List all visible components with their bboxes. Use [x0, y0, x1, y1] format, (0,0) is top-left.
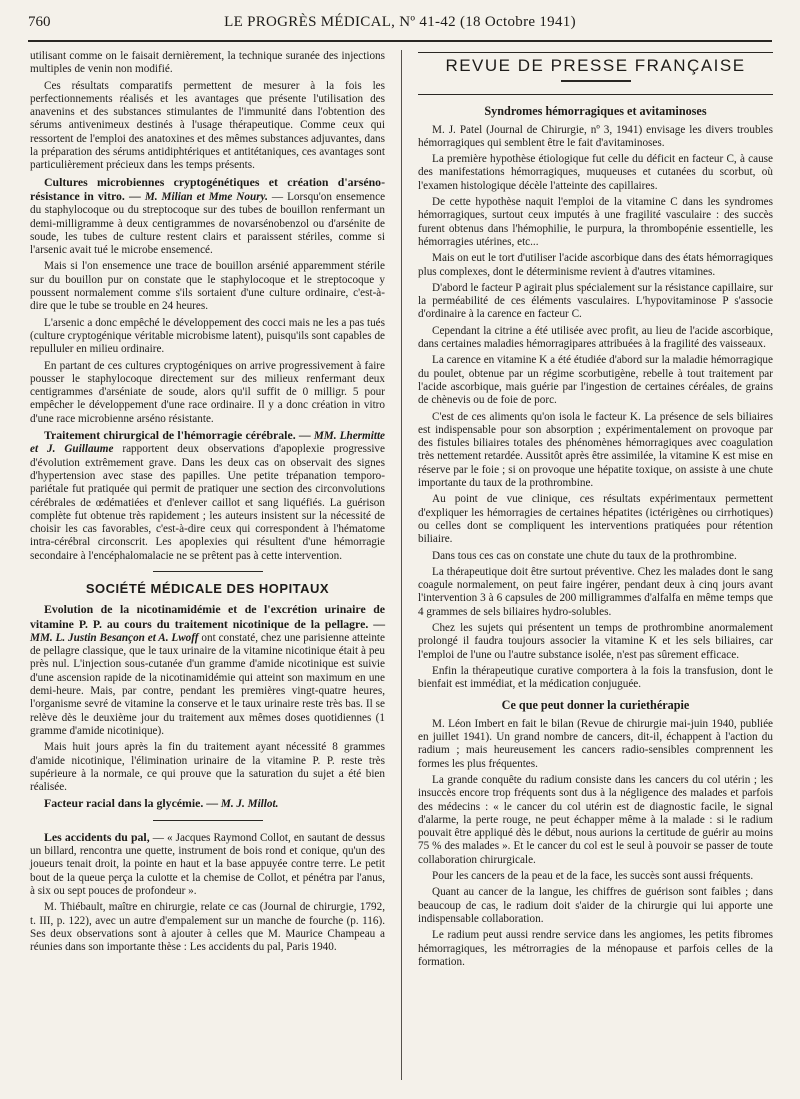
section-divider: [153, 820, 263, 821]
article-text: rapportent deux observations d'apoplexie progressive d'évolution extrêmement grave. Dans les deux cas on observait des signes d'hypertension avec stase des papilles. Une petite trépanation temporo-pariétale fut pratiquée qui permit de pratiquer une section des circonvolutions cérébrales de œdématiées et d'enlever caillot et sang liquéfiés. La guérison complète fut obtenue très rapidement ; les auteurs insistent sur la nécessité de choisir les cas favorables, c'est-à-dire ceux qui correspondent à l'hématome intra-cérébral circonscrit. Les apoplexies qui résultent d'une hémorragie secondaire à l'encéphalomalacie ne se prêtent pas à cette intervention.: [30, 443, 385, 562]
paragraph: Quant au cancer de la langue, les chiffres de guérison sont faibles ; dans beaucoup de cas, le radium doit s'aider de la chirurgie qui lui apporte une indispensable collaboration.: [418, 886, 773, 925]
paragraph: Le radium peut aussi rendre service dans les angiomes, les petits fibromes hémorragiques, les métrorragies de la ménopause et parfois celles de la formation.: [418, 929, 773, 968]
paragraph: Mais si l'on ensemence une trace de bouillon arsénié apparemment stérile sur du bouillon pur on constate que le staphylocoque et le streptocoque y poussent normalement comme s'ils sortaient d'une culture ordinaire, c'est-à-dire que le tube se trouble en 24 heures.: [30, 260, 385, 313]
article-pal: [30, 831, 385, 898]
paragraph: Mais on eut le tort d'utiliser l'acide ascorbique dans des états hémorragiques plus complexes, dont le déterminisme revient à d'autres vitamines.: [418, 252, 773, 278]
article-authors: MM. L. Justin Besançon et A. Lwoff: [30, 631, 199, 644]
subheading: Ce que peut donner la curiethérapie: [501, 698, 690, 713]
paragraph: Ces résultats comparatifs permettent de mesurer à la fois les perfectionnements réalisés et les avantages que présente l'utilisation des anavenins et des substances stimulantes de l'immunité dans l'obtention des sérums antivenimeux destinés à l'usage thérapeutique. Comme ceux qui ressortent de l'emploi des anatoxines et des mêmes substances adjuvantes, dans la préparation des sérums antidiphtériques et antitétaniques, ces avantages sont particulièrement précieux dans les temps présents.: [30, 79, 385, 172]
revue-heading: REVUE DE PRESSE FRANÇAISE: [445, 56, 746, 75]
paragraph: Dans tous ces cas on constate une chute du taux de la prothrombine.: [432, 549, 737, 562]
column-divider: [401, 50, 402, 1080]
paragraph: Enfin la thérapeutique curative comportera à la fois la transfusion, dont le bienfait est immédiat, et la médication conjuguée.: [418, 664, 773, 691]
revue-rule: [561, 80, 631, 82]
paragraph: La thérapeutique doit être surtout préventive. Chez les malades dont le sang coagule normalement, on peut faire ingérer, pendant deux à cinq jours avant l'intervention 3 à 6 capsules de 200 milligrammes d'alfalfa en même temps que 4 grammes de sels biliaires hydro-solubles.: [418, 565, 773, 618]
paragraph: Cependant la citrine a été utilisée avec profit, au lieu de l'acide ascorbique, dans certaines maladies hémorragipares attribuées à la fragilité des vaisseaux.: [418, 324, 773, 351]
subheading: Syndromes hémorragiques et avitaminoses: [484, 104, 707, 119]
article-authors: MM. Lhermitte et J. Guillaume: [30, 430, 386, 456]
paragraph: utilisant comme on le faisait dernièrement, la technique suranée des injections multiples de venin non modifié.: [30, 50, 385, 76]
paragraph: En partant de ces cultures cryptogéniques on arrive progressivement à faire pousser le staphylocoque directement sur des milieux renfermant deux centigrammes d'arséniate de soude, alors qu'il suffit de 0 milligr. 5 pour empêcher le développement d'une race ordinaire. Il y a donc création in vitro d'une race microbienne arséno résistante.: [30, 359, 385, 425]
article-authors: M. Milian et Mme Noury.: [144, 190, 268, 203]
paragraph: C'est de ces aliments qu'on isola le facteur K. La présence de sels biliaires est indispensable pour son absorption ; expérimentalement on provoque par des fistules biliaires totales des phénomènes hémorragiques avec coagulation très nettement retardée. Aussitôt après être assimilée, la vitamine K est mise en réserve par le foie ; si on provoque une hépatite toxique, on assiste à une chute importante du taux de la prothrombine.: [418, 410, 773, 490]
revue-header-box: [418, 52, 773, 95]
paragraph: Chez les sujets qui présentent un temps de prothrombine anormalement prolongé il faudra toujours associer la vitamine K et les sels biliaires, car l'emploi de l'une ou l'autre substance isolée, n'est pas sûrement efficace.: [418, 621, 773, 661]
article-title: Traitement chirurgical de l'hémorragie cérébrale. —: [44, 428, 311, 443]
paragraph: La grande conquête du radium consiste dans les cancers du col utérin ; les insuccès encore trop fréquents sont dus à la négligence des malades et parfois des médecins : « le cancer du col utérin est de diagnostic facile, le signal d'alarme, la perte rouge, ne peut échapper même à la malade : si le radium pouvait être appliqué dès le début, nous aurions la certitude de guérir au moins 75 % des malades ». Et le cancer du col est le seul à pouvoir se passer de toute collaboration chirurgicale.: [418, 773, 773, 866]
article-title: Facteur racial dans la glycémie. —: [44, 796, 219, 811]
article-title: Cultures microbiennes cryptogénétiques et création d'arséno-résistance in vitro. —: [30, 174, 385, 203]
paragraph: Au point de vue clinique, ces résultats expérimentaux permettent d'expliquer les hémorragies de certaines hépatites (ictérigènes ou cirrhotiques) ou celles dont se compliquent les interventions pratiquées pour rétention biliaire.: [418, 493, 773, 546]
article-hemorragie-cerebrale: [30, 429, 385, 563]
paragraph: D'abord le facteur P agirait plus spécialement sur la résistance capillaire, sur la perméabilité de ces éléments vasculaires. L'hypovitaminose P s'associe d'ordinaire à la carence en facteur C.: [418, 281, 773, 321]
article-cultures: [30, 176, 385, 258]
left-column: [30, 50, 385, 957]
section-heading: SOCIÉTÉ MÉDICALE DES HOPITAUX: [85, 580, 330, 596]
page-number: 760: [28, 14, 51, 30]
article-glycemie: [30, 797, 385, 811]
article-nicotinamidemie: [30, 603, 385, 738]
paragraph: M. Léon Imbert en fait le bilan (Revue de chirurgie mai-juin 1940, publiée en juillet 1941). Un grand nombre de cancers, dit-il, échappent à l'action du radium ; mais heureusement les cancers radio-sensibles comprennent les formes les plus fréquentes.: [418, 717, 773, 770]
paragraph: De cette hypothèse naquit l'emploi de la vitamine C dans les syndromes hémorragiques, surtout ceux imputés à une fragilité vasculaire : des succès furent obtenus dans l'hémophilie, le purpura, la thrombopénie essentielle, les hémorragies utérines, etc...: [418, 196, 773, 248]
article-title: Les accidents du pal,: [44, 829, 150, 844]
running-head: LE PROGRÈS MÉDICAL, Nº 41-42 (18 Octobre 1941): [224, 14, 576, 30]
article-text: ont constaté, chez une parisienne atteinte de pellagre classique, que le taux urinaire de la vitamine nicotinique était à peu près nul. L'injection sous-cutanée d'un gramme d'amide nicotinique est suivie d'une ascension rapide de la nicotinamidémie qui atteint son maximum en une demi-heure. Mais, par contre, pendant les premières vingt-quatre heures, l'organisme sevré de vitamine la conserve et le taux urinaire reste très bas. Il se relève dès le deuxième jour du traitement aux mêmes doses quotidiennes (1 gramme d'amide nicotinique).: [30, 631, 385, 737]
right-column: [418, 50, 773, 972]
paragraph: M. J. Patel (Journal de Chirurgie, nº 3, 1941) envisage les divers troubles hémorragiques qui semblent être le fait d'avitaminoses.: [418, 123, 773, 149]
paragraph: M. Thiébault, maître en chirurgie, relate ce cas (Journal de chirurgie, 1792, t. III, p. 122), avec un autre d'empalement sur un manche de fourche (p. 116). Ses deux observations sont à ajouter à celles que M. Maurice Champeau a réunies dans son importante thèse : Les accidents du pal, Paris 1940.: [30, 901, 385, 954]
header-rule: [28, 40, 772, 42]
paragraph: La carence en vitamine K a été étudiée d'abord sur la maladie hémorragique du poulet, obtenue par un régime scorbutigène, rebelle à tout traitement par l'acide ascorbique, mais guérie par l'ingestion de certaines céréales, de grains de chènevis ou de foie de porc.: [418, 354, 773, 407]
article-text: — Lorsqu'on ensemence du staphylocoque ou du streptocoque sur des tubes de bouillon renfermant un demi-milligramme à deux centigrammes de novarsénobenzol ou d'arsénite de soude, les tubes de culture restent clairs et paraissent stériles, comme si l'arsenic avait tué le microbe ensemencé.: [30, 190, 386, 257]
paragraph: Mais huit jours après la fin du traitement ayant nécessité 8 grammes d'amide nicotinique, l'élimination urinaire de la vitamine P. P. reste très supérieure à la normale, ce qui prouve que la saturation du sujet a été bien réalisée.: [30, 741, 385, 794]
article-text: — « Jacques Raymond Collot, en sautant de dessus un billard, rencontra une quette, instrument de bois rond et conique, qu'un des joueurs tenait droit, la pointe en haut et la base appuyée contre terre. Le petit bout de la queue perça la culotte et la chemise de Collot, et pénétra par l'anus, à six ou sept pouces de profondeur ».: [30, 831, 386, 897]
section-divider: [153, 571, 263, 572]
article-title: Evolution de la nicotinamidémie et de l'excrétion urinaire de vitamine P. P. au cours du traitement nicotinique de la pellagre. —: [30, 602, 385, 631]
article-authors: M. J. Millot.: [220, 798, 279, 811]
page-header: [28, 14, 772, 40]
paragraph: L'arsenic a donc empêché le développement des cocci mais ne les a pas tués (culture cryptogénique véritable microbisme latent), puisqu'ils sont capables de repulluler en milieu ordinaire.: [30, 316, 385, 356]
paragraph: La première hypothèse étiologique fut celle du déficit en facteur C, à cause des manifestations hémorragiques, muqueuses et cutanées du scorbut, où l'examen histologique décèle l'atteinte des capillaires.: [418, 153, 773, 192]
paragraph: Pour les cancers de la peau et de la face, les succès sont aussi fréquents.: [432, 870, 754, 883]
